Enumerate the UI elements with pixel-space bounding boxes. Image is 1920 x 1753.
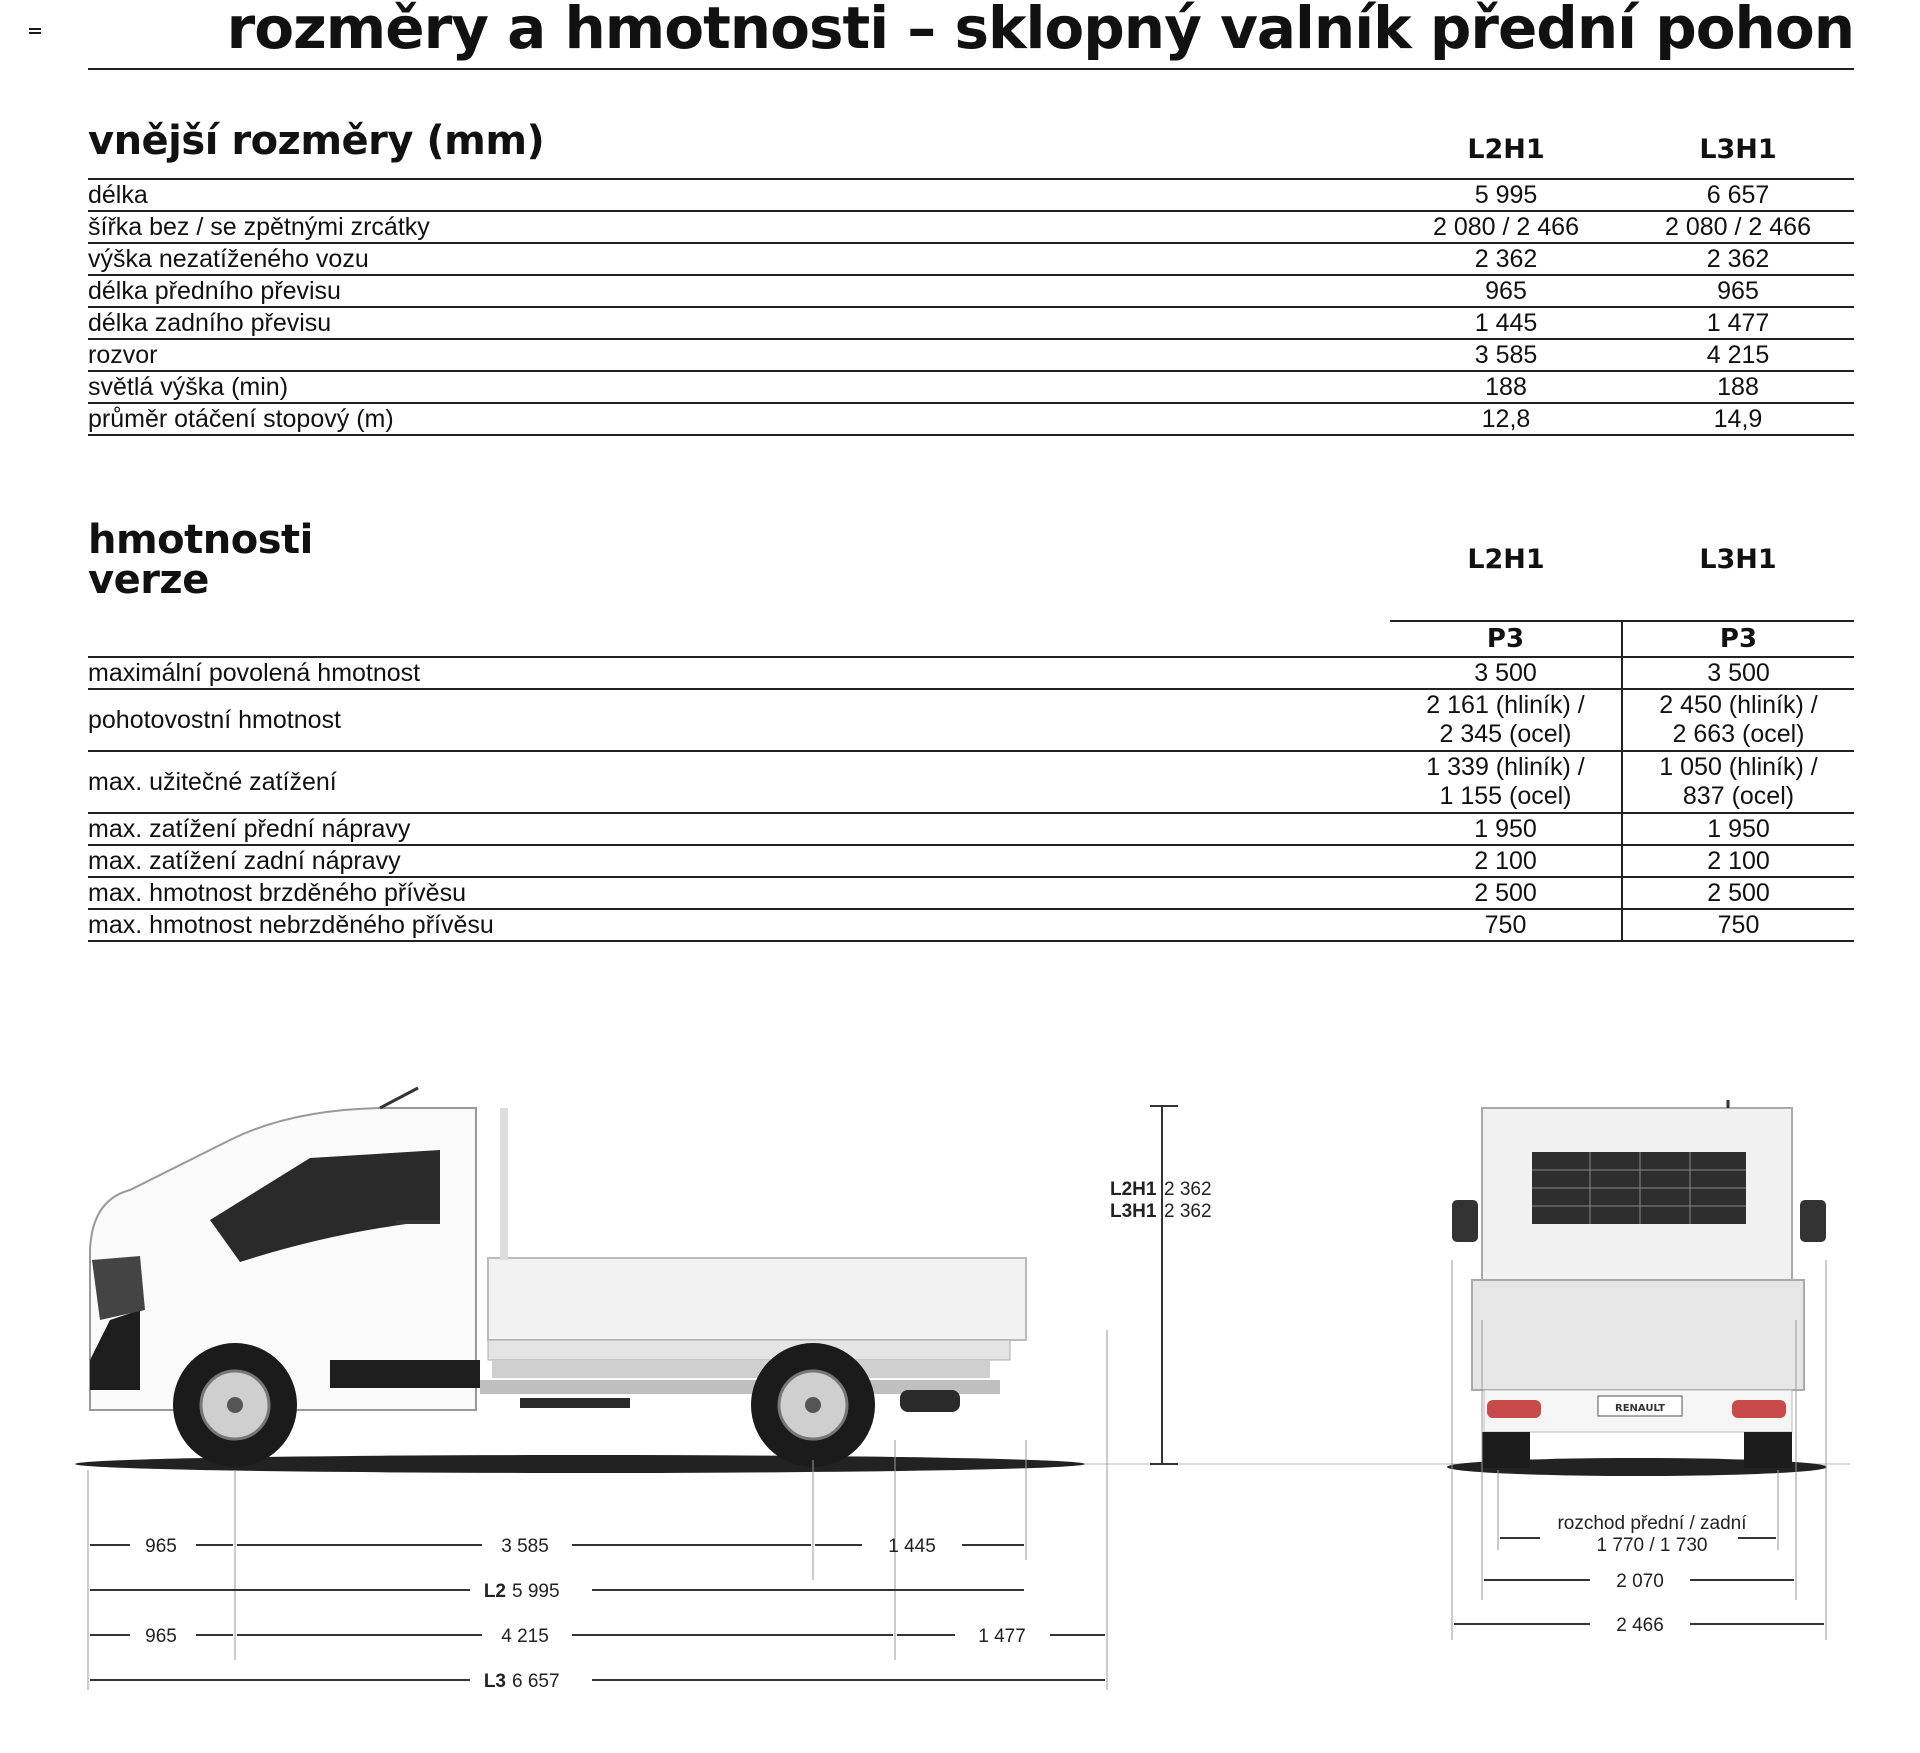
table-row — [88, 243, 1854, 275]
cell-l3h1: 4 215 — [1622, 339, 1854, 371]
title-divider — [88, 68, 1854, 70]
table-row — [88, 307, 1854, 339]
mirror-width-label: 2 466 — [1616, 1615, 1664, 1636]
table-row — [88, 845, 1854, 877]
weights-table — [88, 620, 1854, 942]
row-label: délka zadního převisu — [88, 307, 1390, 339]
row-label: maximální povolená hmotnost — [88, 657, 1390, 689]
vehicle-diagram — [0, 1060, 1920, 1748]
l2-rear-overhang-label: 1 445 — [888, 1536, 936, 1557]
row-label: max. zatížení zadní nápravy — [88, 845, 1390, 877]
table-row — [88, 657, 1854, 689]
cell-l3h1: 965 — [1622, 275, 1854, 307]
height-l3h1-code: L3H1 — [1110, 1201, 1157, 1222]
page-title: rozměry a hmotnosti – sklopný valník přední pohon — [226, 0, 1854, 62]
cell-l3h1: 2 080 / 2 466 — [1622, 211, 1854, 243]
row-label: šířka bez / se zpětnými zrcátky — [88, 211, 1390, 243]
cell-line: 2 100 — [1707, 847, 1770, 875]
cell-l3h1 — [1622, 813, 1854, 845]
row-label: max. zatížení přední nápravy — [88, 813, 1390, 845]
cell-l3h1 — [1622, 751, 1854, 813]
l2-total-value: 5 995 — [512, 1581, 560, 1602]
cell-l2h1 — [1390, 877, 1622, 909]
l3-dimension-lines — [90, 1635, 1105, 1680]
cell-line: 750 — [1717, 911, 1760, 939]
row-label: max. hmotnost brzděného přívěsu — [88, 877, 1390, 909]
version-p3-l2h1: P3 — [1390, 621, 1622, 657]
weights-section — [88, 517, 1854, 942]
rear-wheel — [751, 1343, 875, 1467]
table-row — [88, 371, 1854, 403]
cell-l3h1 — [1622, 909, 1854, 941]
front-wheel — [173, 1343, 297, 1467]
cell-l3h1: 6 657 — [1622, 179, 1854, 211]
row-label: délka předního převisu — [88, 275, 1390, 307]
table-row — [88, 877, 1854, 909]
cell-l3h1 — [1622, 877, 1854, 909]
table-row — [88, 909, 1854, 941]
table-row — [88, 403, 1854, 435]
height-l2h1-code: L2H1 — [1110, 1179, 1157, 1200]
table-row — [88, 813, 1854, 845]
cell-line: 1 950 — [1707, 815, 1770, 843]
column-header-l2h1: L2H1 — [1467, 134, 1545, 165]
row-label: max. hmotnost nebrzděného přívěsu — [88, 909, 1390, 941]
cell-l3h1 — [1622, 689, 1854, 751]
cell-line: 2 345 (ocel) — [1439, 720, 1572, 748]
l3-total-value: 6 657 — [512, 1671, 560, 1692]
l3-wheelbase-label: 4 215 — [501, 1626, 549, 1647]
cell-l2h1 — [1390, 751, 1622, 813]
cell-l2h1: 3 585 — [1390, 339, 1622, 371]
column-header-l3h1: L3H1 — [1699, 134, 1777, 165]
row-label: délka — [88, 179, 1390, 211]
exterior-dimensions-section — [88, 118, 1854, 436]
exterior-dimensions-table — [88, 178, 1854, 436]
cell-l2h1: 12,8 — [1390, 403, 1622, 435]
cell-line: 1 155 (ocel) — [1439, 782, 1572, 810]
cell-line: 2 663 (ocel) — [1672, 720, 1805, 748]
cell-line: 1 339 (hliník) / — [1426, 753, 1585, 781]
track-label: rozchod přední / zadní — [1557, 1513, 1747, 1534]
l3-total-code: L3 — [483, 1671, 506, 1692]
weights-title-line1: hmotnosti — [88, 517, 313, 563]
cell-line: 750 — [1484, 911, 1527, 939]
weights-title-line2: verze — [88, 557, 209, 603]
l3-front-overhang-label: 965 — [145, 1626, 177, 1647]
table-row — [88, 275, 1854, 307]
cell-line: 2 100 — [1474, 847, 1537, 875]
table-row — [88, 689, 1854, 751]
height-l3h1-value: 2 362 — [1164, 1201, 1212, 1222]
l2-front-overhang-label: 965 — [145, 1536, 177, 1557]
body-width-label: 2 070 — [1616, 1571, 1664, 1592]
weights-column-header-l3h1: L3H1 — [1699, 544, 1777, 575]
rear-view-truck — [1447, 1100, 1827, 1476]
height-l2h1-value: 2 362 — [1164, 1179, 1212, 1200]
cell-l3h1: 188 — [1622, 371, 1854, 403]
row-label: výška nezatíženého vozu — [88, 243, 1390, 275]
cell-line: 3 500 — [1474, 659, 1537, 687]
table-row — [88, 211, 1854, 243]
menu-icon[interactable] — [29, 28, 41, 38]
table-row — [88, 339, 1854, 371]
row-label: pohotovostní hmotnost — [88, 689, 1390, 751]
cell-line: 2 450 (hliník) / — [1659, 691, 1818, 719]
height-dimension — [1110, 1106, 1212, 1464]
weights-column-header-l2h1: L2H1 — [1467, 544, 1545, 575]
cell-l2h1: 2 080 / 2 466 — [1390, 211, 1622, 243]
cell-line: 2 161 (hliník) / — [1426, 691, 1585, 719]
cell-l2h1: 5 995 — [1390, 179, 1622, 211]
row-label: světlá výška (min) — [88, 371, 1390, 403]
cell-l2h1 — [1390, 845, 1622, 877]
cell-l2h1 — [1390, 657, 1622, 689]
cell-l3h1: 14,9 — [1622, 403, 1854, 435]
cell-l3h1 — [1622, 845, 1854, 877]
cell-l2h1 — [1390, 813, 1622, 845]
weights-title — [88, 517, 313, 603]
version-p3-l3h1: P3 — [1622, 621, 1854, 657]
cell-l2h1 — [1390, 689, 1622, 751]
l3-rear-overhang-label: 1 477 — [978, 1626, 1026, 1647]
l2-wheelbase-label: 3 585 — [501, 1536, 549, 1557]
exterior-dimensions-title: vnější rozměry (mm) — [88, 118, 545, 164]
cell-line: 2 500 — [1474, 879, 1537, 907]
cell-l3h1: 2 362 — [1622, 243, 1854, 275]
track-value: 1 770 / 1 730 — [1596, 1535, 1708, 1556]
l2-total-code: L2 — [483, 1581, 506, 1602]
side-view-truck — [75, 1088, 1085, 1473]
cell-line: 3 500 — [1707, 659, 1770, 687]
cell-l2h1: 188 — [1390, 371, 1622, 403]
cell-l3h1: 1 477 — [1622, 307, 1854, 339]
cell-line: 2 500 — [1707, 879, 1770, 907]
row-label: rozvor — [88, 339, 1390, 371]
vehicle-diagram-svg — [0, 1060, 1920, 1748]
row-label: max. užitečné zatížení — [88, 751, 1390, 813]
cell-l2h1: 2 362 — [1390, 243, 1622, 275]
cell-l2h1: 1 445 — [1390, 307, 1622, 339]
cell-l3h1 — [1622, 657, 1854, 689]
row-label: průměr otáčení stopový (m) — [88, 403, 1390, 435]
cell-line: 1 050 (hliník) / — [1659, 753, 1818, 781]
cell-line: 1 950 — [1474, 815, 1537, 843]
cell-line: 837 (ocel) — [1682, 782, 1795, 810]
table-row — [88, 751, 1854, 813]
cell-l2h1 — [1390, 909, 1622, 941]
renault-badge: RENAULT — [1615, 1403, 1665, 1414]
table-row — [88, 179, 1854, 211]
cell-l2h1: 965 — [1390, 275, 1622, 307]
